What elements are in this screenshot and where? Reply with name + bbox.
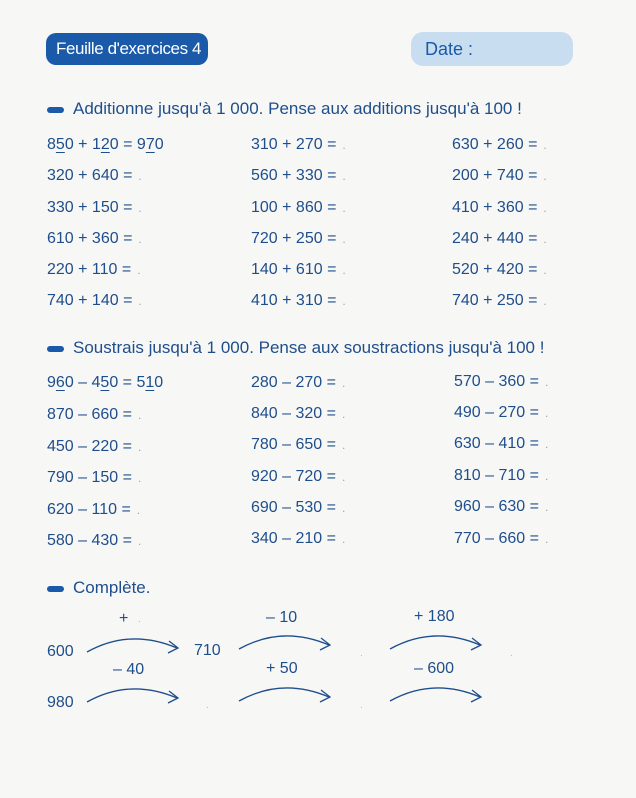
arrow-icon	[388, 625, 488, 655]
operation-label: – 10	[266, 609, 298, 626]
date-field[interactable]	[411, 32, 573, 66]
exercise-item[interactable]: 240 + 440 = .	[452, 230, 547, 247]
exercise-item[interactable]: 610 + 360 = .	[47, 230, 142, 247]
section3-bullet	[47, 586, 64, 592]
exercise-item[interactable]: 330 + 150 = .	[47, 199, 142, 216]
operation-label: – 40	[113, 661, 145, 678]
arrow-icon	[237, 625, 337, 655]
exercise-item[interactable]: 490 – 270 = .	[454, 404, 549, 421]
exercise-item[interactable]: 520 + 420 = .	[452, 261, 547, 278]
blank-dot: .	[206, 700, 209, 711]
exercise-item[interactable]: 220 + 110 = .	[47, 261, 141, 278]
exercise-item[interactable]: 740 + 250 = .	[452, 292, 547, 309]
chain-start-number: 980	[47, 694, 74, 711]
exercise-item[interactable]: 280 – 270 = .	[251, 374, 346, 391]
chain-start-number: 600	[47, 643, 74, 660]
exercise-item[interactable]: 410 + 360 = .	[452, 199, 547, 216]
exercise-item[interactable]: 310 + 270 = .	[251, 136, 346, 153]
exercise-item[interactable]: 840 – 320 = .	[251, 405, 346, 422]
chain-mid-number: 710	[194, 642, 221, 659]
addition-example: 850 + 120 = 970	[47, 136, 164, 153]
exercise-item[interactable]: 770 – 660 = .	[454, 530, 549, 547]
operation-label: + 50	[266, 660, 298, 677]
exercise-item[interactable]: 740 + 140 = .	[47, 292, 142, 309]
exercise-item[interactable]: 580 – 430 = .	[47, 532, 142, 549]
exercise-item[interactable]: 920 – 720 = .	[251, 468, 346, 485]
exercise-item[interactable]: 780 – 650 = .	[251, 436, 346, 453]
exercise-item[interactable]: 200 + 740 = .	[452, 167, 547, 184]
exercise-item[interactable]: 340 – 210 = .	[251, 530, 346, 547]
subtraction-example: 960 – 450 = 510	[47, 374, 164, 391]
exercise-item[interactable]: 570 – 360 = .	[454, 373, 549, 390]
operation-label: – 600	[414, 660, 455, 677]
arrow-icon	[85, 678, 185, 708]
exercise-item[interactable]: 100 + 860 = .	[251, 199, 346, 216]
blank-dot: .	[138, 614, 141, 625]
blank-dot: .	[360, 648, 363, 659]
section2-bullet	[47, 346, 64, 352]
exercise-item[interactable]: 810 – 710 = .	[454, 467, 549, 484]
exercise-item[interactable]: 630 – 410 = .	[454, 435, 549, 452]
operation-label: + 180	[414, 608, 455, 625]
exercise-item[interactable]: 870 – 660 = .	[47, 406, 142, 423]
exercise-item[interactable]: 720 + 250 = .	[251, 230, 346, 247]
exercise-item[interactable]: 690 – 530 = .	[251, 499, 346, 516]
exercise-item[interactable]: 960 – 630 = .	[454, 498, 549, 515]
exercise-item[interactable]: 140 + 610 = .	[251, 261, 346, 278]
blank-dot: .	[510, 648, 513, 659]
section2-instruction: Soustrais jusqu'à 1 000. Pense aux soustractions jusqu'à 100 !	[73, 338, 545, 357]
exercise-item[interactable]: 410 + 310 = .	[251, 292, 346, 309]
section1-bullet	[47, 107, 64, 113]
operation-label: +	[119, 610, 129, 627]
arrow-icon	[85, 628, 185, 658]
exercise-item[interactable]: 630 + 260 = .	[452, 136, 547, 153]
blank-dot: .	[360, 700, 363, 711]
arrow-icon	[237, 677, 337, 707]
date-label: Date :	[425, 39, 474, 59]
exercise-item[interactable]: 620 – 110 = .	[47, 501, 141, 518]
section3-instruction: Complète.	[73, 578, 151, 597]
exercise-item[interactable]: 790 – 150 = .	[47, 469, 142, 486]
sheet-title: Feuille d'exercices 4	[56, 39, 202, 58]
section1-instruction: Additionne jusqu'à 1 000. Pense aux additions jusqu'à 100 !	[73, 99, 522, 118]
sheet-title-badge	[46, 33, 208, 65]
exercise-item[interactable]: 320 + 640 = .	[47, 167, 142, 184]
exercise-item[interactable]: 560 + 330 = .	[251, 167, 346, 184]
arrow-icon	[388, 677, 488, 707]
exercise-item[interactable]: 450 – 220 = .	[47, 438, 142, 455]
